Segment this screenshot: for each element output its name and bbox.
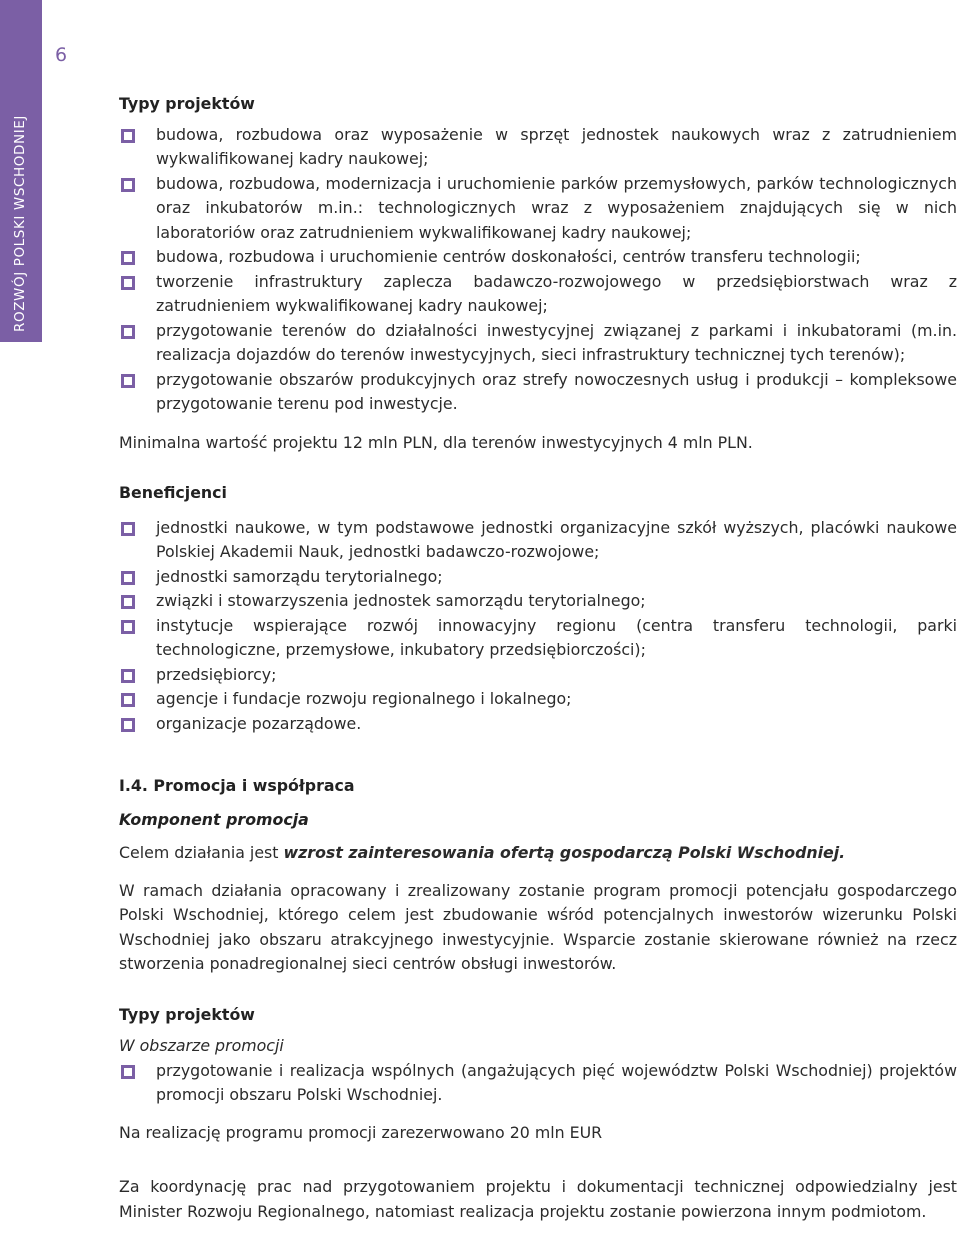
sidebar-strip <box>0 0 42 342</box>
chapter-heading: I.4. Promocja i współpraca <box>119 776 355 795</box>
beneficiaries-list <box>119 516 957 737</box>
list-item: jednostki samorządu terytorialnego; <box>119 565 957 590</box>
list-item: tworzenie infrastruktury zaplecza badawczo-rozwojowego w przedsiębiorstwach wraz z zatrudnieniem wykwalifikowanej kadry naukowej; <box>119 270 957 319</box>
list-item: organizacje pozarządowe. <box>119 712 957 737</box>
promotion-area-heading: W obszarze promocji <box>119 1036 284 1055</box>
list-item: przygotowanie terenów do działalności inwestycyjnej związanej z parkami i inkubatorami (m.in. realizacja dojazdów do terenów inwestycyjnych, sieci infrastruktury technicznej tych terenów); <box>119 319 957 368</box>
program-paragraph: W ramach działania opracowany i zrealizowany zostanie program promocji potencjału gospodarczego Polski Wschodniej, którego celem jest zbudowanie wśród potencjalnych inwestorów wizerunku Polski Wschodniej jako obszaru atrakcyjnego inwestycyjnie. Wsparcie zostanie skierowane również na rzecz stworzenia ponadregionalnej sieci centrów obsługi inwestorów. <box>119 880 957 973</box>
section-side-label: ROZWÓJ POLSKI WSCHODNIEJ <box>12 115 28 332</box>
goal-sentence <box>119 841 957 866</box>
list-item: przygotowanie i realizacja wspólnych (angażujących pięć województw Polski Wschodniej) projektów promocji obszaru Polski Wschodniej. <box>119 1059 957 1108</box>
list-item: budowa, rozbudowa i uruchomienie centrów doskonałości, centrów transferu technologii; <box>119 245 957 270</box>
project-types-heading-2: Typy projektów <box>119 1004 255 1024</box>
minimum-value-note: Minimalna wartość projektu 12 mln PLN, dla terenów inwestycyjnych 4 mln PLN. <box>119 432 753 452</box>
list-item: przygotowanie obszarów produkcyjnych oraz strefy nowoczesnych usług i produkcji – kompleksowe przygotowanie terenu pod inwestycje. <box>119 368 957 417</box>
component-heading: Komponent promocja <box>119 809 309 829</box>
list-item: związki i stowarzyszenia jednostek samorządu terytorialnego; <box>119 589 957 614</box>
goal-emphasis: wzrost zainteresowania ofertą gospodarczą Polski Wschodniej. <box>283 843 846 862</box>
page-content <box>119 92 957 1224</box>
list-item: budowa, rozbudowa oraz wyposażenie w sprzęt jednostek naukowych wraz z zatrudnieniem wykwalifikowanej kadry naukowej; <box>119 123 957 172</box>
project-types-heading: Typy projektów <box>119 94 255 113</box>
list-item: instytucje wspierające rozwój innowacyjny regionu (centra transferu technologii, parki technologiczne, przemysłowe, inkubatory przedsiębiorczości); <box>119 614 957 663</box>
list-item: jednostki naukowe, w tym podstawowe jednostki organizacyjne szkół wyższych, placówki naukowe Polskiej Akademii Nauk, jednostki badawczo-rozwojowe; <box>119 516 957 565</box>
list-item: przedsiębiorcy; <box>119 663 957 688</box>
beneficiaries-heading: Beneficjenci <box>119 483 227 502</box>
promotion-projects-list <box>119 1059 957 1108</box>
budget-note: Na realizację programu promocji zarezerwowano 20 mln EUR <box>119 1122 603 1142</box>
project-types-list <box>119 123 957 417</box>
goal-prefix: Celem działania jest <box>119 843 284 862</box>
list-item: agencje i fundacje rozwoju regionalnego i lokalnego; <box>119 687 957 712</box>
list-item: budowa, rozbudowa, modernizacja i uruchomienie parków przemysłowych, parków technologicznych oraz inkubatorów m.in.: technologicznych wraz z wyposażeniem znajdujących się w nich laboratoriów oraz zatrudnieniem wykwalifikowanej kadry naukowej; <box>119 172 957 246</box>
coordination-paragraph: Za koordynację prac nad przygotowaniem projektu i dokumentacji technicznej odpowiedzialny jest Minister Rozwoju Regionalnego, natomiast realizacja projektu zostanie powierzona innym podmiotom. <box>119 1177 957 1221</box>
page-number: 6 <box>55 44 68 66</box>
